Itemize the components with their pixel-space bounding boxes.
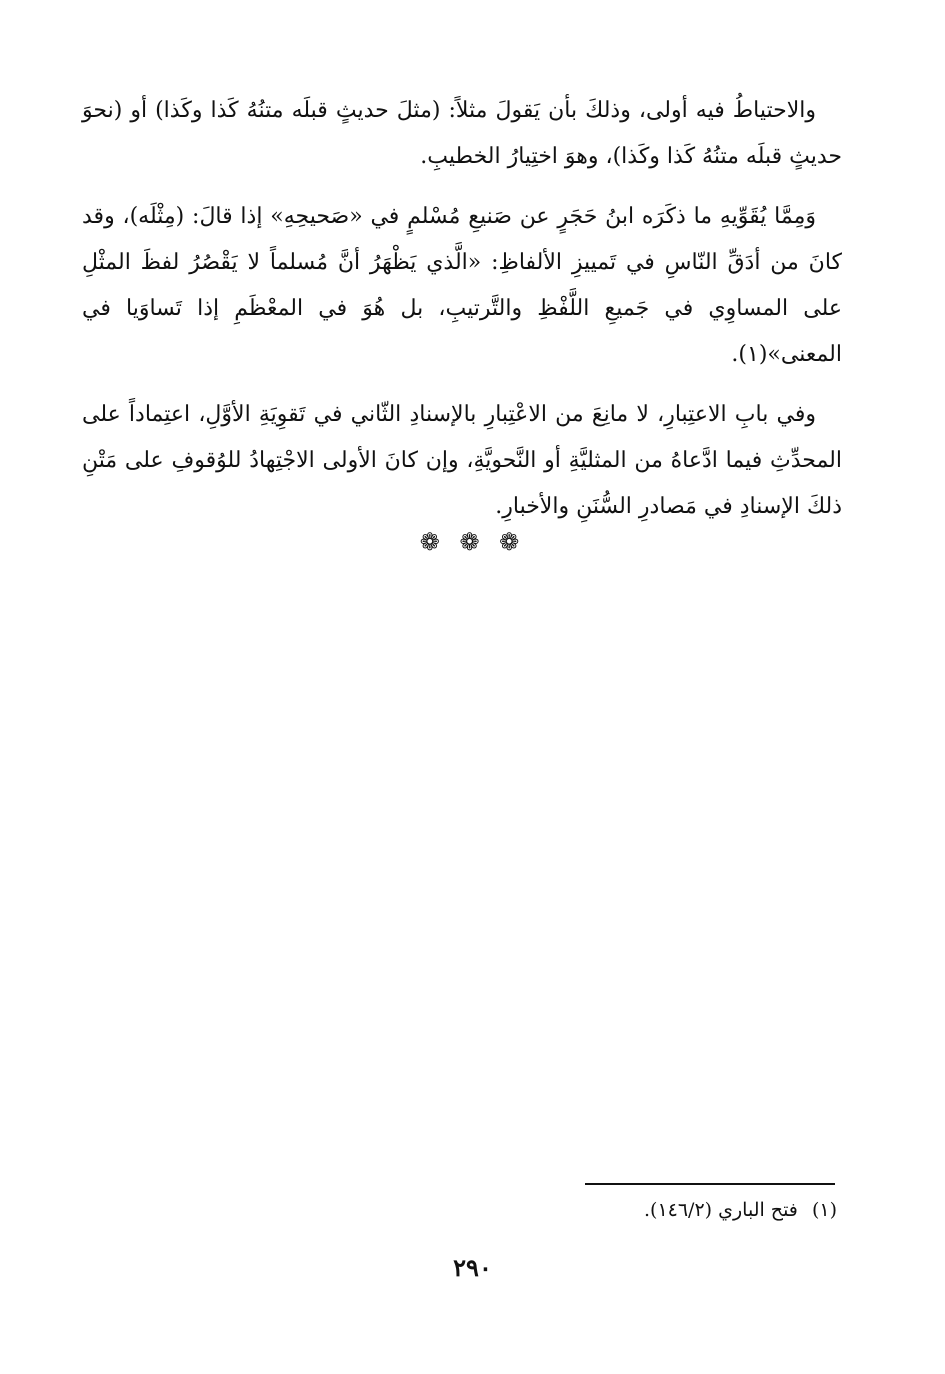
page-number: ٢٩٠ bbox=[453, 1253, 492, 1282]
paragraph-2: وَمِمَّا يُقَوِّيهِ ما ذكَرَه ابنُ حَجَرٍ عن صَنيعِ مُسْلمٍ في «صَحيحِهِ» إذا قالَ: (مِثْلَه)، وقد كانَ من أدَقِّ النّاسِ في تَمييزِ الألفاظِ: «الَّذي يَظْهَرُ أنَّ مُسلماً لا يَقْصُرُ لفظَ المثْلِ على المساوِي في جَميعِ اللَّفْظِ والتَّرتيبِ، بل هُوَ في المعْظَمِ إذا تَساوَيا في المعنى»(١). bbox=[82, 204, 842, 367]
footnote-text: فتح الباري (١٤٦/٢). bbox=[643, 1199, 798, 1221]
footnote bbox=[237, 1196, 837, 1224]
paragraph-1: والاحتياطُ فيه أولى، وذلكَ بأن يَقولَ مثلاً: (مثلَ حديثٍ قبلَه متنُهُ كَذا وكَذا) أو (نحوَ حديثٍ قبلَه متنُهُ كَذا وكَذا)، وهوَ اختِيارُ الخطيبِ. bbox=[82, 98, 842, 169]
footnote-number: (١) bbox=[811, 1199, 837, 1221]
paragraph-3: وفي بابِ الاعتِبارِ، لا مانِعَ من الاعْتِبارِ بالإسنادِ الثّاني في تَقوِيَةِ الأوَّلِ، اعتِماداً على المحدِّثِ فيما ادَّعاهُ من المثليَّةِ أو النَّحويَّةِ، وإن كانَ الأولى الاجْتِهادُ للوُقوفِ على مَتْنِ ذلكَ الإسنادِ في مَصادرِ السُّنَنِ والأخبارِ. bbox=[82, 402, 842, 519]
main-text bbox=[82, 88, 842, 544]
section-divider-ornament: ❁ ❁ ❁ bbox=[419, 528, 526, 556]
footnote-separator bbox=[585, 1183, 835, 1185]
